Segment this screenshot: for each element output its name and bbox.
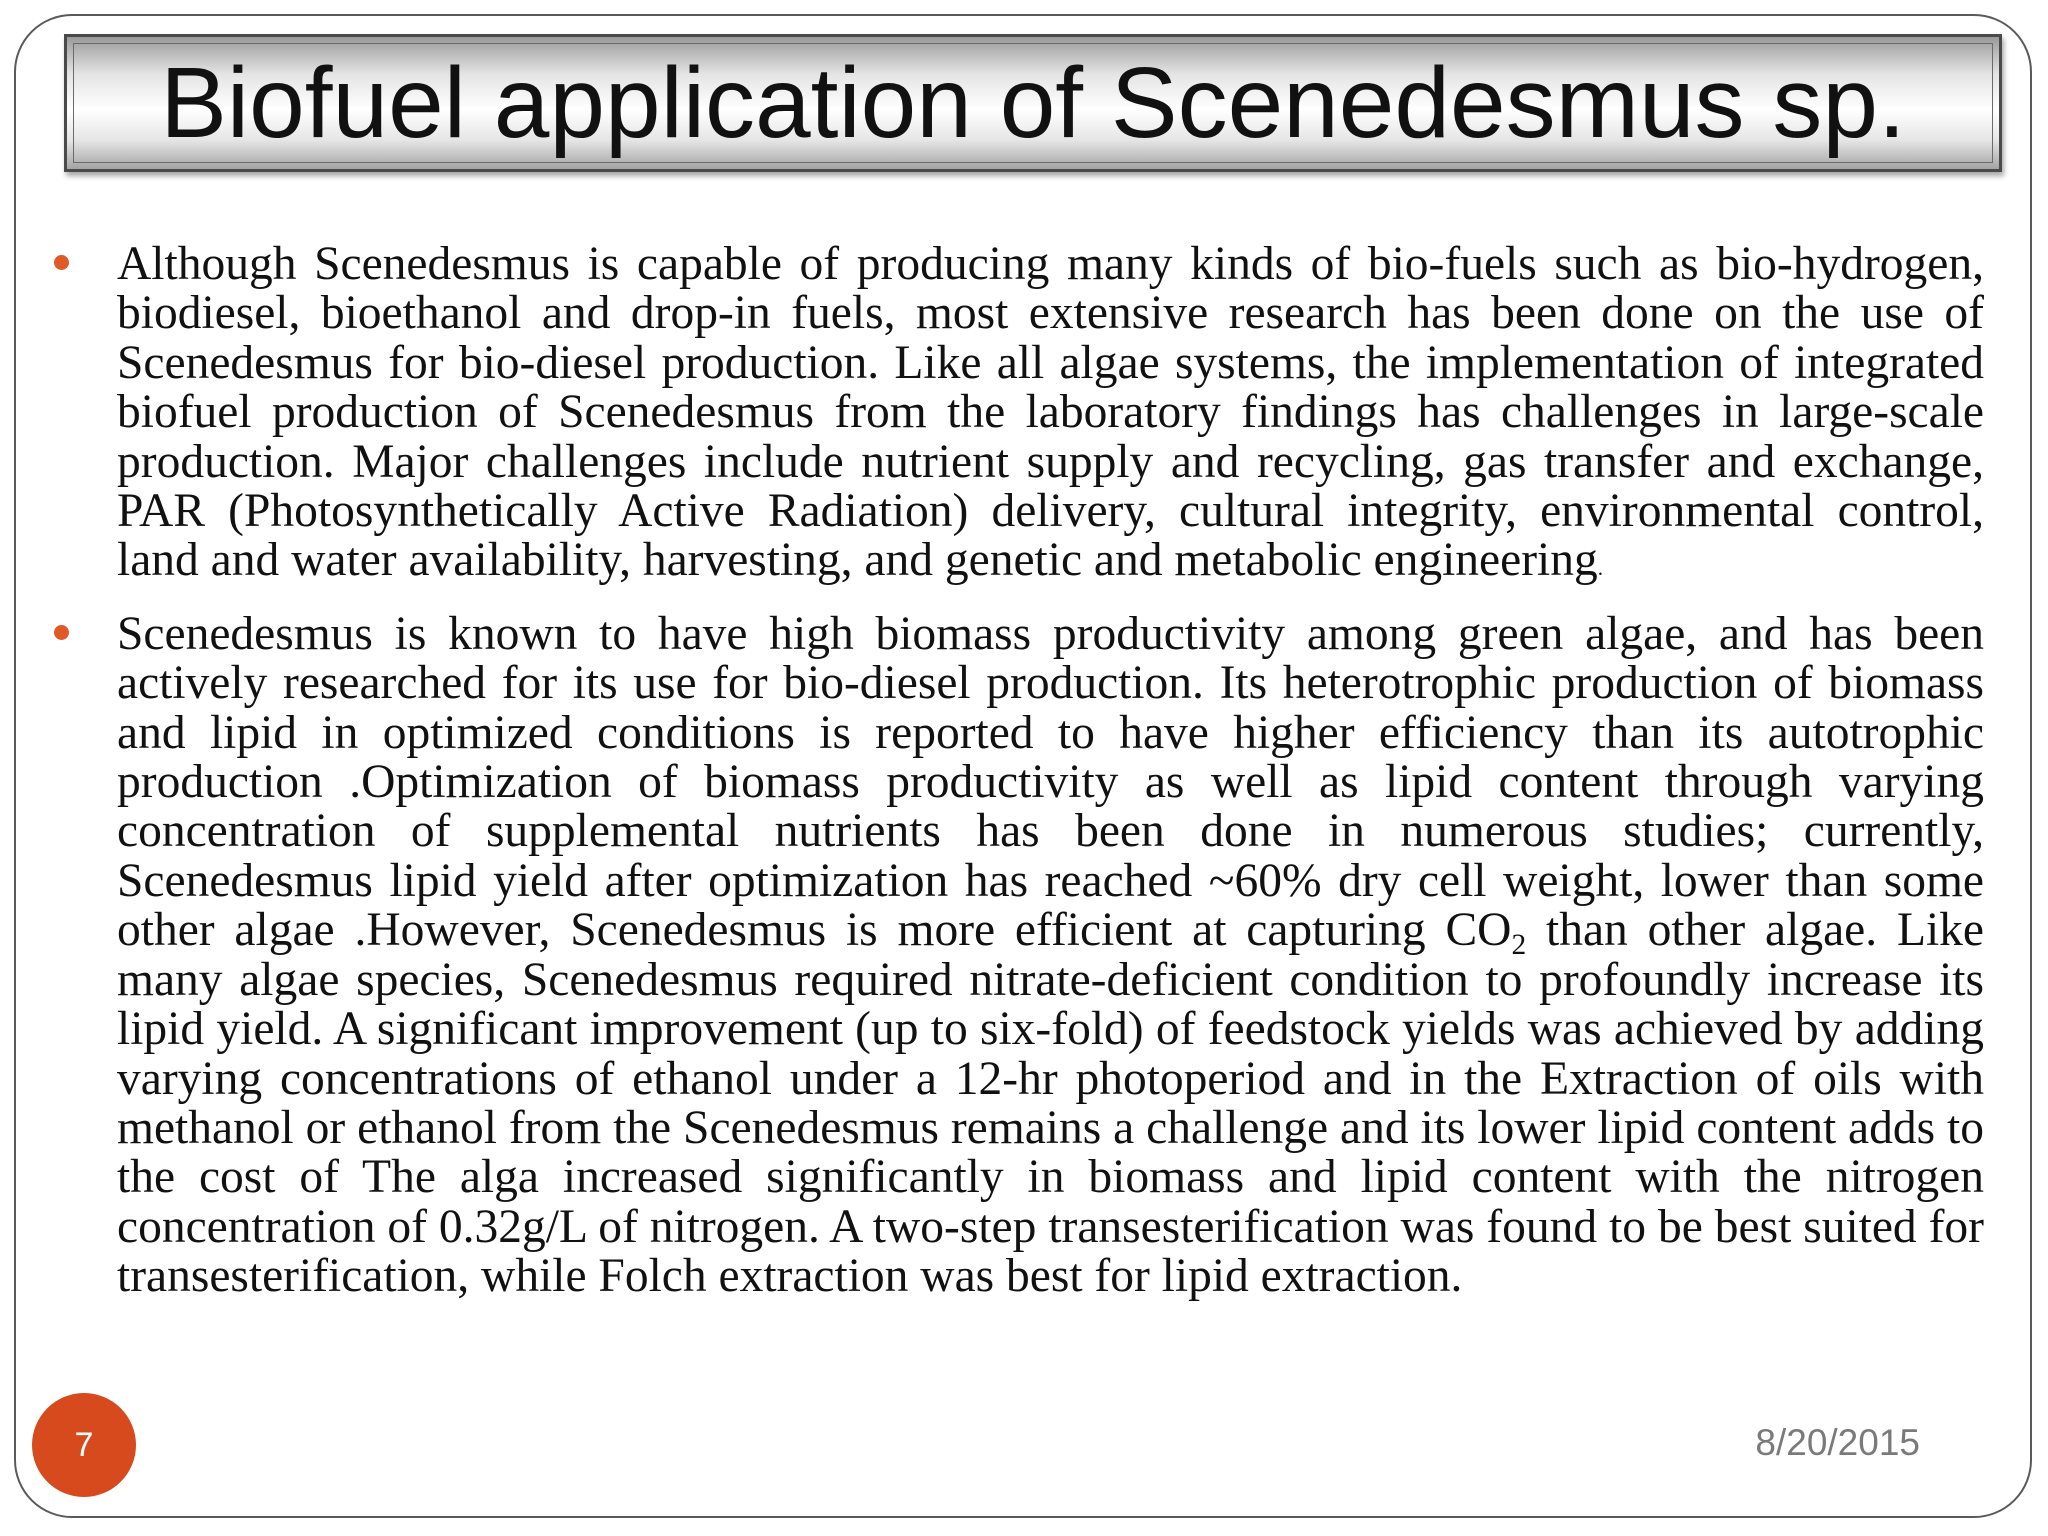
- bullet-1-body: Although Scenedesmus is capable of producing many kinds of bio-fuels such as bio-hydrogen, biodiesel, bioethanol and drop-in fuels, most extensive research has been done on the use of Scenedesmus for bio-diesel production. Like all algae systems, the implementation of integrated biofuel production of Scenedesmus from the laboratory findings has challenges in large-scale production. Major challenges include nutrient supply and recycling, gas transfer and exchange, PAR (Photosynthetically Active Radiation) delivery, cultural integrity, environmental control, land and water availability, harvesting, and genetic and metabolic engineering: [117, 238, 1984, 587]
- bullet-2-body-start: Scenedesmus is known to have high biomass productivity among green algae, and has been actively researched for its use for bio-diesel production. Its heterotrophic production of biomass and lipid in optimized conditions is reported to have higher efficiency than its autotrophic production .Optimization of biomass productivity as well as lipid content through varying concentration of supplemental nutrients has been done in numerous studies; currently, Scenedesmus lipid yield after optimization has reached ~60% dry cell weight, lower than some other algae .However, Scenedesmus is more efficient at capturing CO: [117, 607, 1984, 957]
- bullet-item-2: [52, 607, 1985, 1303]
- title-banner: [64, 34, 2002, 172]
- page-number: 7: [74, 1425, 94, 1464]
- bullet-1-end-mark: .: [1597, 556, 1604, 581]
- page-number-badge: [32, 1393, 136, 1497]
- bullet-dot-icon: [54, 625, 69, 640]
- bullet-text-1: [117, 240, 1984, 594]
- slide-title: Biofuel application of Scenedesmus sp.: [160, 47, 1906, 159]
- slide-body: [52, 240, 1984, 1318]
- bullet-dot-icon: [54, 255, 69, 270]
- bullet-item-1: [52, 240, 1984, 594]
- bullet-text-2: [117, 607, 1985, 1303]
- slide-date: 8/20/2015: [1755, 1422, 1920, 1463]
- bullet-2-body-end: than other algae. Like many algae species, Scenedesmus required nitrate-deficient condition to profoundly increase its lipid yield. A significant improvement (up to six-fold) of feedstock yields was achieved by adding varying concentrations of ethanol under a 12-hr photoperiod and in the Extraction of oils with methanol or ethanol from the Scenedesmus remains a challenge and its lower lipid content adds to the cost of The alga increased significantly in biomass and lipid content with the nitrogen concentration of 0.32g/L of nitrogen. A two-step transesterification was found to be best suited for transesterification, while Folch extraction was best for lipid extraction.: [117, 904, 1985, 1303]
- co2-subscript: 2: [1511, 929, 1527, 962]
